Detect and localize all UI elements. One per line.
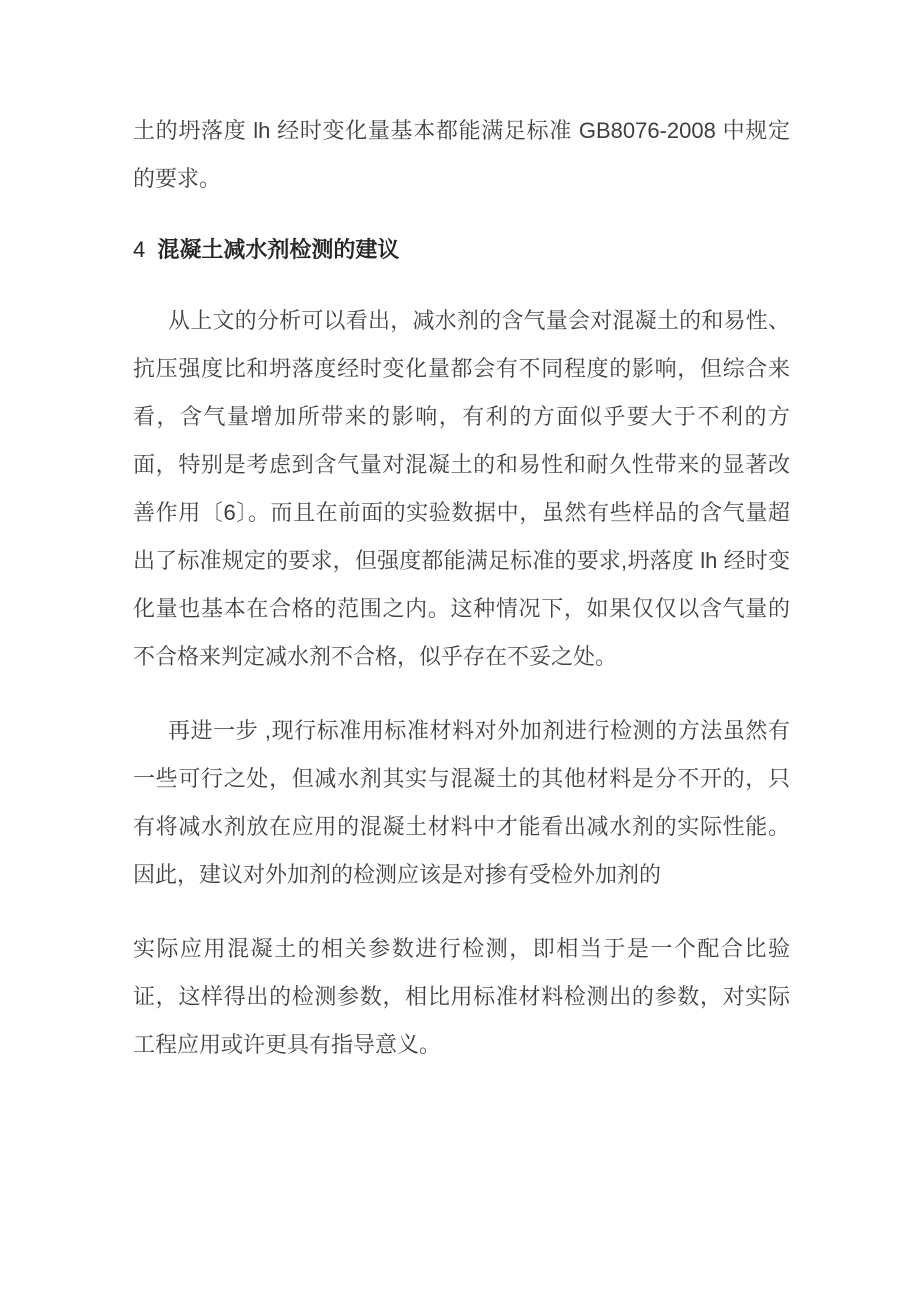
body-paragraph: 从上文的分析可以看出，减水剂的含气量会对混凝土的和易性、抗压强度比和坍落度经时变化量都会有不同程度的影响，但综合来看，含气量增加所带来的影响，有利的方面似乎要大于不利的方面，特别是考虑到含气量对混凝土的和易性和耐久性带来的显著改善作用〔6〕。而且在前面的实验数据中，虽然有些样品的含气量超出了标准规定的要求，但强度都能满足标准的要求,坍落度 lh 经时变化量也基本在合格的范围之内。这种情况下，如果仅仅以含气量的不合格来判定减水剂不合格，似乎存在不妥之处。 [133,308,790,669]
section-heading [133,233,790,267]
section-heading-title: 混凝土减水剂检测的建议 [157,237,400,262]
body-paragraph: 实际应用混凝土的相关参数进行检测，即相当于是一个配合比验证，这样得出的检测参数，相比用标准材料检测出的参数，对实际工程应用或许更具有指导意义。 [133,936,790,1057]
section-heading-number: 4 [133,237,146,262]
body-paragraph: 再进一步 ,现行标准用标准材料对外加剂进行检测的方法虽然有一些可行之处，但减水剂其实与混凝土的其他材料是分不开的，只有将减水剂放在应用的混凝土材料中才能看出减水剂的实际性能。 因此，建议对外加剂的检测应该是对掺有受检外加剂的 [133,718,790,887]
document-body [133,0,790,1069]
continuation-paragraph: 土的坍落度 lh 经时变化量基本都能满足标准 GB8076-2008 中规定的要求。 [133,118,790,191]
